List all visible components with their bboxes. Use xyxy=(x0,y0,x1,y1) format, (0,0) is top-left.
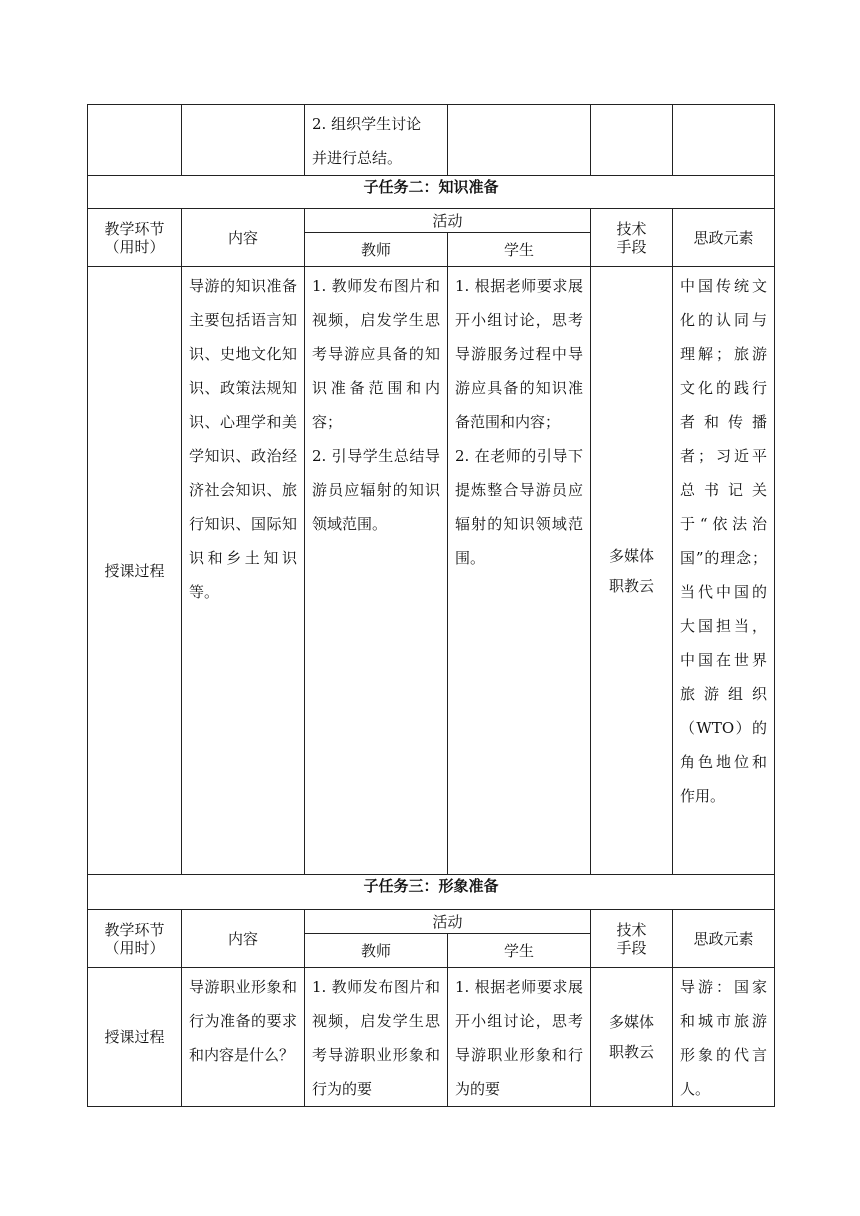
empty-cell xyxy=(88,105,182,176)
header-row xyxy=(88,910,775,934)
content-cell xyxy=(182,968,305,1107)
ideology-text: 中国传统文化的认同与理解；旅游文化的践行者和传播者；习近平总书记关于“依法治国”的理念；当代中国的大国担当，中国在世界旅游组织（WTO）的角色地位和作用。 xyxy=(680,277,767,805)
empty-cell xyxy=(448,105,591,176)
header-content: 内容 xyxy=(182,209,305,267)
stage-cell: 授课过程 xyxy=(88,267,182,875)
student-activity-text: 1. 根据老师要求展开小组讨论，思考导游服务过程中导游应具备的知识准备范围和内容； 2. 在老师的引导下提炼整合导游员应辐射的知识领域范围。 xyxy=(455,277,583,567)
teacher-activity-text: 1. 教师发布图片和视频，启发学生思考导游职业形象和行为的要 xyxy=(312,978,440,1098)
section-title: 子任务三：形象准备 xyxy=(88,875,775,910)
ideology-text: 导游：国家和城市旅游形象的代言人。 xyxy=(680,978,767,1098)
section-title: 子任务二：知识准备 xyxy=(88,176,775,209)
ideology-cell xyxy=(673,267,775,875)
empty-cell xyxy=(673,105,775,176)
student-cell xyxy=(448,968,591,1107)
section-title-row xyxy=(88,176,775,209)
header-ideology: 思政元素 xyxy=(673,209,775,267)
section-title-row xyxy=(88,875,775,910)
body-row xyxy=(88,267,775,875)
teacher-activity-text: 1. 教师发布图片和视频，启发学生思考导游应具备的知识准备范围和内容； 2. 引导学生总结导游员应辐射的知识领域范围。 xyxy=(312,277,440,533)
teacher-activity-text: 2. 组织学生讨论 并进行总结。 xyxy=(312,115,422,167)
empty-cell xyxy=(591,105,673,176)
ideology-cell xyxy=(673,968,775,1107)
tech-cell: 多媒体 职教云 xyxy=(591,267,673,875)
lesson-plan-table xyxy=(87,104,775,1107)
empty-cell xyxy=(182,105,305,176)
header-student: 学生 xyxy=(448,233,591,267)
header-teacher: 教师 xyxy=(305,233,448,267)
student-activity-text: 1. 根据老师要求展开小组讨论，思考导游职业形象和行为的要 xyxy=(455,978,583,1098)
header-tech: 技术 手段 xyxy=(591,209,673,267)
header-content: 内容 xyxy=(182,910,305,968)
header-tech: 技术 手段 xyxy=(591,910,673,968)
teacher-cell xyxy=(305,968,448,1107)
content-text: 导游职业形象和行为准备的要求和内容是什么？ xyxy=(189,978,297,1064)
teacher-cell xyxy=(305,267,448,875)
header-activity: 活动 xyxy=(305,209,591,233)
student-cell xyxy=(448,267,591,875)
continuation-row xyxy=(88,105,775,176)
header-teacher: 教师 xyxy=(305,934,448,968)
header-stage: 教学环节 （用时） xyxy=(88,209,182,267)
content-cell xyxy=(182,267,305,875)
header-row xyxy=(88,209,775,233)
header-student: 学生 xyxy=(448,934,591,968)
tech-cell: 多媒体 职教云 xyxy=(591,968,673,1107)
header-activity: 活动 xyxy=(305,910,591,934)
header-stage: 教学环节 （用时） xyxy=(88,910,182,968)
body-row xyxy=(88,968,775,1107)
content-text: 导游的知识准备主要包括语言知识、史地文化知识、政策法规知识、心理学和美学知识、政治经济社会知识、旅行知识、国际知识和乡土知识等。 xyxy=(189,277,297,601)
teacher-cell xyxy=(305,105,448,176)
header-ideology: 思政元素 xyxy=(673,910,775,968)
stage-cell: 授课过程 xyxy=(88,968,182,1107)
